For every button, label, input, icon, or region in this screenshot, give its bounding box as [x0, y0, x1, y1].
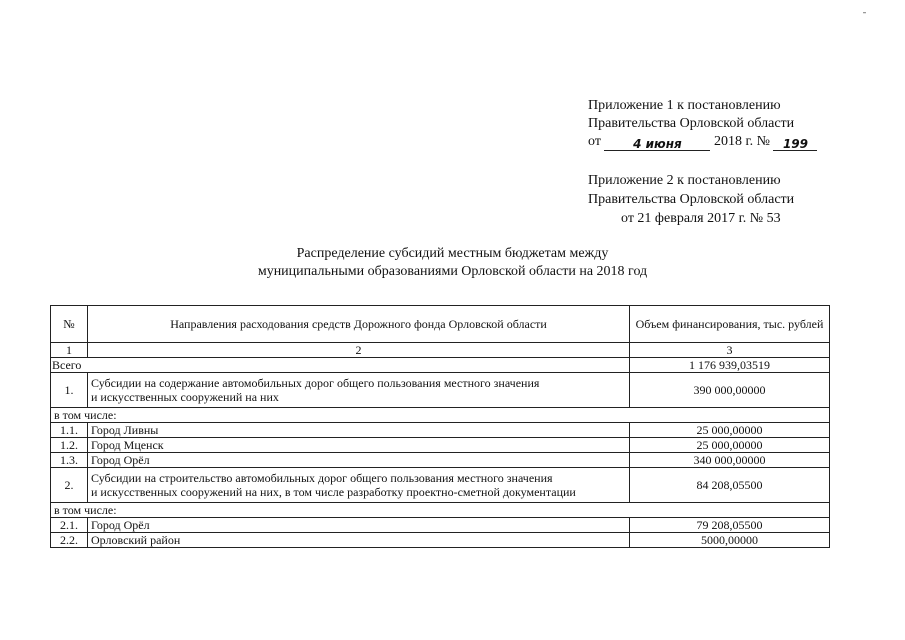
row-number: 2.1. — [51, 518, 88, 533]
row-amount: 340 000,00000 — [630, 453, 830, 468]
row-direction: Город Орёл — [88, 518, 630, 533]
row-direction: Орловский район — [88, 533, 630, 548]
subtotal-caption-row — [51, 408, 830, 423]
col-number-1: 1 — [51, 343, 88, 358]
col-header-number: № — [51, 306, 88, 343]
appendix-2-line1: Приложение 2 к постановлению — [588, 173, 781, 188]
table-row — [51, 533, 830, 548]
row-direction: Субсидии на строительство автомобильных дорог общего пользования местного значения и искусственных сооружений на них, в том числе разработку проектно-сметной документации — [88, 468, 630, 503]
scan-mark: ˉ — [862, 12, 867, 23]
table-row — [51, 438, 830, 453]
row-amount: 79 208,05500 — [630, 518, 830, 533]
row-direction: Субсидии на содержание автомобильных дорог общего пользования местного значения и искусственных сооружений на них — [88, 373, 630, 408]
row-amount: 84 208,05500 — [630, 468, 830, 503]
row-number: 2. — [51, 468, 88, 503]
col-header-direction: Направления расходования средств Дорожного фонда Орловской области — [88, 306, 630, 343]
handwritten-date: 4 июня — [604, 135, 710, 151]
column-number-row — [51, 343, 830, 358]
appendix-2-line2: Правительства Орловской области — [588, 192, 795, 207]
col-number-2: 2 — [88, 343, 630, 358]
appendix-1-year-label: 2018 г. № — [713, 134, 770, 149]
document-title — [0, 245, 905, 281]
title-line1: Распределение субсидий местным бюджетам между — [296, 246, 609, 261]
row-number: 1.2. — [51, 438, 88, 453]
handwritten-number: 199 — [773, 135, 817, 151]
including-label: в том числе: — [51, 408, 830, 423]
row-number: 1.1. — [51, 423, 88, 438]
table-row — [51, 373, 830, 408]
total-label: Всего — [51, 358, 630, 373]
row-direction: Город Ливны — [88, 423, 630, 438]
appendix-2-line3: от 21 февраля 2017 г. № 53 — [621, 211, 781, 226]
table-row — [51, 468, 830, 503]
row-amount: 25 000,00000 — [630, 438, 830, 453]
total-row — [51, 358, 830, 373]
table-header-row — [51, 306, 830, 343]
appendix-1-line1: Приложение 1 к постановлению — [588, 98, 781, 113]
table-row — [51, 518, 830, 533]
row-number: 1. — [51, 373, 88, 408]
table-row — [51, 453, 830, 468]
total-value: 1 176 939,03519 — [630, 358, 830, 373]
appendix-1-block — [588, 97, 888, 151]
row-direction: Город Мценск — [88, 438, 630, 453]
col-number-3: 3 — [630, 343, 830, 358]
row-amount: 5000,00000 — [630, 533, 830, 548]
appendix-2-block — [588, 171, 888, 228]
row-amount: 390 000,00000 — [630, 373, 830, 408]
title-line2: муниципальными образованиями Орловской области на 2018 год — [257, 264, 648, 279]
subsidy-table — [50, 305, 830, 548]
col-header-amount: Объем финансирования, тыс. рублей — [630, 306, 830, 343]
appendix-1-line2: Правительства Орловской области — [588, 116, 795, 131]
row-number: 1.3. — [51, 453, 88, 468]
row-number: 2.2. — [51, 533, 88, 548]
row-direction: Город Орёл — [88, 453, 630, 468]
subtotal-caption-row — [51, 503, 830, 518]
appendix-1-from-label: от — [588, 134, 601, 149]
row-amount: 25 000,00000 — [630, 423, 830, 438]
including-label: в том числе: — [51, 503, 830, 518]
appendix-1-date-line — [588, 133, 888, 151]
table-row — [51, 423, 830, 438]
